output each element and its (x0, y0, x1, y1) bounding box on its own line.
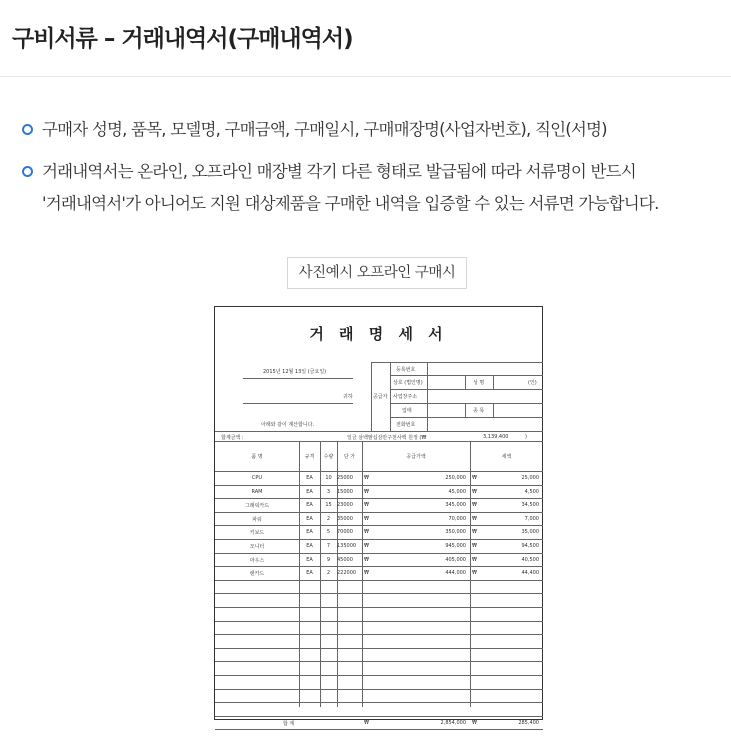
table-grid-line (215, 702, 543, 703)
item-name-cell: 키보드 (249, 530, 265, 537)
total-value: 3,139,400 (483, 434, 509, 440)
item-unit-cell: EA (306, 515, 313, 522)
image-caption: 사진예시 오프라인 구매시 (287, 257, 467, 289)
item-tax-cell: 7,000 (524, 515, 539, 522)
currency-cell: ₩ (364, 515, 369, 522)
item-unit-cell: EA (306, 529, 313, 536)
item-name-cell: CPU (251, 475, 263, 481)
recipient-underline (243, 403, 353, 404)
table-grid-line (215, 729, 543, 730)
item-tax-cell: 40,500 (521, 556, 539, 563)
currency-cell: ₩ (364, 502, 369, 509)
table-grid-line (215, 716, 543, 717)
currency-cell: ₩ (364, 570, 369, 577)
supplier-row-label: 사업장주소 (393, 394, 418, 400)
item-supply-cell: 70,000 (448, 515, 466, 522)
sum-supply-cell: 2,854,000 (440, 719, 466, 726)
table-grid-line (215, 661, 543, 662)
supplier-line (390, 389, 543, 390)
table-grid-line (215, 485, 543, 486)
item-qty-cell: 2 (326, 515, 331, 522)
item-price-cell: 70000 (337, 529, 353, 536)
item-supply-cell: 945,000 (445, 543, 466, 549)
item-qty-cell: 9 (326, 556, 331, 563)
title-divider (0, 76, 731, 77)
table-grid-line (215, 566, 543, 567)
item-name-cell: 그래픽카드 (244, 503, 270, 510)
table-grid-line (215, 441, 543, 442)
item-price-cell: 222000 (337, 570, 357, 577)
total-words: 일금 삼백팔십삼만구천사백 원정 (₩ (347, 435, 427, 441)
currency-cell: ₩ (472, 475, 477, 481)
page-title: 구비서류 – 거래내역서(구매내역서) (12, 26, 353, 52)
item-tax-cell: 4,500 (524, 488, 539, 495)
table-grid-line (215, 512, 543, 513)
supplier-line (493, 403, 494, 417)
supplier-line (390, 362, 391, 431)
table-grid-line (215, 607, 543, 608)
item-supply-cell: 345,000 (445, 502, 466, 509)
supplier-line (465, 375, 466, 389)
supplier-line (427, 362, 428, 431)
item-unit-cell: EA (306, 543, 313, 549)
table-header-cell: 단 가 (343, 454, 356, 460)
table-grid-line (215, 689, 543, 690)
table-grid-line (215, 634, 543, 635)
item-unit-cell: EA (306, 488, 313, 495)
item-supply-cell: 350,000 (445, 529, 466, 536)
currency-cell: ₩ (472, 570, 477, 577)
table-grid-line (215, 498, 543, 499)
item-unit-cell: EA (306, 502, 313, 509)
currency-cell: ₩ (472, 488, 477, 495)
bullet-circle-icon (22, 166, 33, 177)
bullet-text: 구매자 성명, 품목, 모델명, 구매금액, 구매일시, 구매매장명(사업자번호), 직인(서명) (42, 120, 607, 139)
table-header-cell: 규격 (304, 454, 315, 460)
name-label: 성 명 (473, 380, 485, 386)
item-name-cell: RAM (251, 488, 263, 495)
item-tax-cell: 44,400 (521, 570, 539, 577)
table-grid-line (215, 580, 543, 581)
item-price-cell: 135000 (337, 543, 357, 549)
total-label: 합계금액 : (221, 435, 244, 441)
table-grid-line (215, 593, 543, 594)
total-line (215, 431, 543, 432)
supplier-row-label: 전화번호 (396, 422, 416, 428)
item-qty-cell: 7 (326, 543, 331, 549)
currency-cell: ₩ (472, 502, 477, 509)
item-supply-cell: 405,000 (445, 556, 466, 563)
item-name-cell: 파워 (252, 516, 262, 523)
item-qty-cell: 10 (325, 475, 332, 481)
currency-cell: ₩ (472, 515, 477, 522)
currency-cell: ₩ (364, 719, 369, 726)
receipt-date: 2015년 12월 13일 (금요일) (263, 369, 327, 375)
supplier-line (390, 417, 543, 418)
item-type-label: 종 목 (473, 408, 485, 414)
currency-cell: ₩ (364, 529, 369, 536)
supplier-row-label: 상호 (법인명) (393, 380, 423, 386)
currency-cell: ₩ (364, 475, 369, 481)
currency-cell: ₩ (472, 529, 477, 536)
item-qty-cell: 15 (325, 502, 332, 509)
supplier-row-label: 등록번호 (396, 367, 416, 373)
bullet-circle-icon (22, 124, 33, 135)
item-unit-cell: EA (306, 570, 313, 577)
table-header-cell: 공급가액 (406, 454, 426, 460)
recipient-suffix: 귀하 (343, 394, 353, 400)
item-supply-cell: 444,000 (445, 570, 466, 577)
item-qty-cell: 3 (326, 488, 331, 495)
table-grid-line (215, 525, 543, 526)
item-name-cell: 모니터 (249, 544, 265, 550)
sum-tax-cell: 285,400 (518, 719, 539, 726)
table-header-cell: 품 명 (251, 454, 263, 460)
item-unit-cell: EA (306, 475, 313, 481)
total-close: ) (525, 434, 527, 440)
supplier-line (390, 403, 543, 404)
table-grid-line (215, 539, 543, 540)
item-tax-cell: 34,500 (521, 502, 539, 509)
item-price-cell: 35000 (337, 515, 353, 522)
table-header-cell: 수량 (323, 454, 334, 460)
item-tax-cell: 35,000 (521, 529, 539, 536)
item-price-cell: 15000 (337, 488, 353, 495)
supplier-line (371, 362, 372, 431)
currency-cell: ₩ (472, 719, 477, 726)
currency-cell: ₩ (472, 556, 477, 563)
table-grid-line (215, 621, 543, 622)
item-qty-cell: 2 (326, 570, 331, 577)
supplier-line (465, 403, 466, 417)
currency-cell: ₩ (364, 488, 369, 495)
supplier-line (371, 362, 543, 363)
currency-cell: ₩ (364, 556, 369, 563)
item-tax-cell: 94,500 (521, 543, 539, 549)
item-supply-cell: 45,000 (448, 488, 466, 495)
supplier-line (390, 375, 543, 376)
item-price-cell: 23000 (337, 502, 353, 509)
table-grid-line (215, 675, 543, 676)
receipt-title: 거 래 명 세 서 (309, 325, 448, 343)
receipt-document-image (214, 306, 543, 727)
item-name-cell: 랜카드 (249, 571, 265, 578)
currency-cell: ₩ (472, 543, 477, 549)
item-tax-cell: 25,000 (521, 475, 539, 481)
receipt-notice: 아래와 같이 계산합니다. (261, 422, 315, 428)
table-grid-line (215, 471, 543, 472)
item-price-cell: 25000 (337, 475, 353, 481)
item-price-cell: 45000 (337, 556, 353, 563)
table-grid-line (215, 553, 543, 554)
bullet-text-line2: '거래내역서'가 아니어도 지원 대상제품을 구매한 내역을 입증할 수 있는 서류면 가능합니다. (42, 194, 659, 213)
item-unit-cell: EA (306, 556, 313, 563)
date-underline (243, 378, 353, 379)
supplier-label: 공급자 (373, 394, 388, 400)
currency-cell: ₩ (364, 543, 369, 549)
seal-label: (인) (528, 380, 537, 386)
item-qty-cell: 5 (326, 529, 331, 536)
supplier-row-label: 업태 (402, 408, 412, 414)
supplier-line (493, 375, 494, 389)
table-grid-line (215, 648, 543, 649)
bullet-text-line1: 거래내역서는 온라인, 오프라인 매장별 각기 다른 형태로 발급됨에 따라 서류명이 반드시 (42, 162, 636, 181)
item-name-cell: 마우스 (249, 557, 265, 564)
item-supply-cell: 250,000 (445, 475, 466, 481)
sum-label-cell: 합 계 (282, 720, 295, 727)
table-header-cell: 세액 (501, 454, 512, 460)
